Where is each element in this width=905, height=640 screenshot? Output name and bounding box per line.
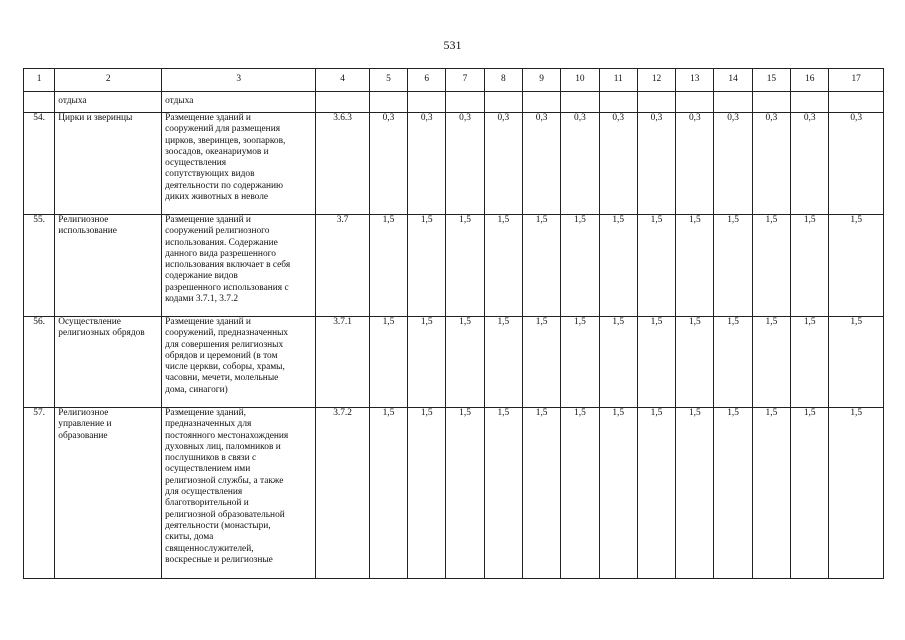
parameter-value: 1,5	[561, 408, 599, 579]
continuation-cell	[599, 92, 637, 113]
parameter-value: 0,3	[522, 113, 560, 215]
column-number-cell: 13	[676, 69, 714, 92]
continuation-row	[24, 92, 884, 113]
parameter-value: 1,5	[599, 215, 637, 317]
row-number: 56.	[24, 317, 55, 408]
continuation-cell	[714, 92, 752, 113]
table-row	[24, 408, 884, 579]
table-row	[24, 317, 884, 408]
land-use-description: Размещение зданий и сооружений, предназначенных для совершения религиозных обрядов и церемоний (в том числе церкви, соборы, храмы, часовни, мечети, молельные дома, синагоги)	[162, 317, 316, 408]
parameter-value: 1,5	[829, 408, 884, 579]
land-use-name: Цирки и зверинцы	[55, 113, 162, 215]
parameter-value: 1,5	[676, 215, 714, 317]
continuation-cell	[791, 92, 829, 113]
continuation-cell	[829, 92, 884, 113]
parameter-value: 1,5	[791, 408, 829, 579]
continuation-cell	[637, 92, 675, 113]
parameter-value: 0,3	[676, 113, 714, 215]
land-use-code: 3.7	[316, 215, 369, 317]
parameter-value: 1,5	[522, 408, 560, 579]
parameter-value: 0,3	[484, 113, 522, 215]
parameter-value: 1,5	[791, 317, 829, 408]
table-row	[24, 113, 884, 215]
column-number-cell: 10	[561, 69, 599, 92]
parameter-value: 0,3	[637, 113, 675, 215]
land-use-description: Размещение зданий и сооружений для размещения цирков, зверинцев, зоопарков, зоосадов, океанариумов и осуществления сопутствующих видов деятельности по содержанию диких животных в неволе	[162, 113, 316, 215]
land-use-description: Размещение зданий и сооружений религиозного использования. Содержание данного вида разрешенного использования включает в себя содержание видов разрешенного использования с кодами 3.7.1, 3.7.2	[162, 215, 316, 317]
continuation-cell	[408, 92, 446, 113]
column-number-cell: 1	[24, 69, 55, 92]
parameter-value: 1,5	[829, 317, 884, 408]
parameter-value: 1,5	[752, 215, 790, 317]
parameter-value: 0,3	[714, 113, 752, 215]
column-number-cell: 17	[829, 69, 884, 92]
parameter-value: 1,5	[369, 215, 407, 317]
column-number-cell: 7	[446, 69, 484, 92]
continuation-cell	[561, 92, 599, 113]
column-number-cell: 5	[369, 69, 407, 92]
parameter-value: 1,5	[484, 317, 522, 408]
parameter-value: 1,5	[599, 317, 637, 408]
parameter-value: 1,5	[522, 215, 560, 317]
parameter-value: 1,5	[714, 215, 752, 317]
continuation-cell-1	[24, 92, 55, 113]
row-number: 54.	[24, 113, 55, 215]
parameter-value: 0,3	[369, 113, 407, 215]
parameter-value: 1,5	[791, 215, 829, 317]
row-number: 55.	[24, 215, 55, 317]
parameter-value: 0,3	[446, 113, 484, 215]
parameter-value: 1,5	[714, 408, 752, 579]
continuation-cell	[316, 92, 369, 113]
continuation-cell	[522, 92, 560, 113]
parameter-value: 1,5	[752, 317, 790, 408]
parameter-value: 1,5	[676, 408, 714, 579]
page-number: 531	[443, 38, 462, 52]
column-number-row	[24, 69, 884, 92]
table-row	[24, 215, 884, 317]
parameter-value: 1,5	[561, 317, 599, 408]
continuation-cell	[369, 92, 407, 113]
continuation-cell-2: отдыха	[55, 92, 162, 113]
column-number-cell: 3	[162, 69, 316, 92]
parameter-value: 0,3	[599, 113, 637, 215]
parameter-value: 1,5	[637, 408, 675, 579]
continuation-cell-3: отдыха	[162, 92, 316, 113]
column-number-cell: 14	[714, 69, 752, 92]
parameter-value: 1,5	[522, 317, 560, 408]
land-use-name: Религиозное использование	[55, 215, 162, 317]
row-number: 57.	[24, 408, 55, 579]
regulations-table	[23, 68, 884, 579]
parameter-value: 1,5	[369, 408, 407, 579]
column-number-cell: 16	[791, 69, 829, 92]
column-number-cell: 15	[752, 69, 790, 92]
parameter-value: 1,5	[408, 317, 446, 408]
continuation-cell	[446, 92, 484, 113]
continuation-cell	[676, 92, 714, 113]
parameter-value: 1,5	[676, 317, 714, 408]
column-number-cell: 6	[408, 69, 446, 92]
column-number-cell: 8	[484, 69, 522, 92]
parameter-value: 1,5	[714, 317, 752, 408]
parameter-value: 0,3	[561, 113, 599, 215]
land-use-name: Осуществление религиозных обрядов	[55, 317, 162, 408]
parameter-value: 1,5	[561, 215, 599, 317]
parameter-value: 1,5	[408, 408, 446, 579]
parameter-value: 0,3	[408, 113, 446, 215]
parameter-value: 1,5	[637, 317, 675, 408]
continuation-cell	[752, 92, 790, 113]
column-number-cell: 9	[522, 69, 560, 92]
parameter-value: 1,5	[446, 317, 484, 408]
parameter-value: 1,5	[484, 408, 522, 579]
column-number-cell: 4	[316, 69, 369, 92]
land-use-code: 3.7.1	[316, 317, 369, 408]
column-number-cell: 2	[55, 69, 162, 92]
column-number-cell: 11	[599, 69, 637, 92]
land-use-code: 3.7.2	[316, 408, 369, 579]
table-body	[24, 69, 884, 579]
continuation-cell	[484, 92, 522, 113]
parameter-value: 1,5	[446, 408, 484, 579]
parameter-value: 1,5	[369, 317, 407, 408]
parameter-value: 1,5	[752, 408, 790, 579]
parameter-value: 0,3	[791, 113, 829, 215]
land-use-name: Религиозное управление и образование	[55, 408, 162, 579]
parameter-value: 0,3	[752, 113, 790, 215]
parameter-value: 0,3	[829, 113, 884, 215]
parameter-value: 1,5	[637, 215, 675, 317]
parameter-value: 1,5	[599, 408, 637, 579]
land-use-code: 3.6.3	[316, 113, 369, 215]
parameter-value: 1,5	[446, 215, 484, 317]
parameter-value: 1,5	[408, 215, 446, 317]
parameter-value: 1,5	[484, 215, 522, 317]
land-use-description: Размещение зданий, предназначенных для постоянного местонахождения духовных лиц, паломников и послушников в связи с осуществлением ими религиозной службы, а также для осуществления благотворительной и религиозной образовательной деятельности (монастыри, скиты, дома священнослужителей, воскресные и религиозные	[162, 408, 316, 579]
column-number-cell: 12	[637, 69, 675, 92]
parameter-value: 1,5	[829, 215, 884, 317]
